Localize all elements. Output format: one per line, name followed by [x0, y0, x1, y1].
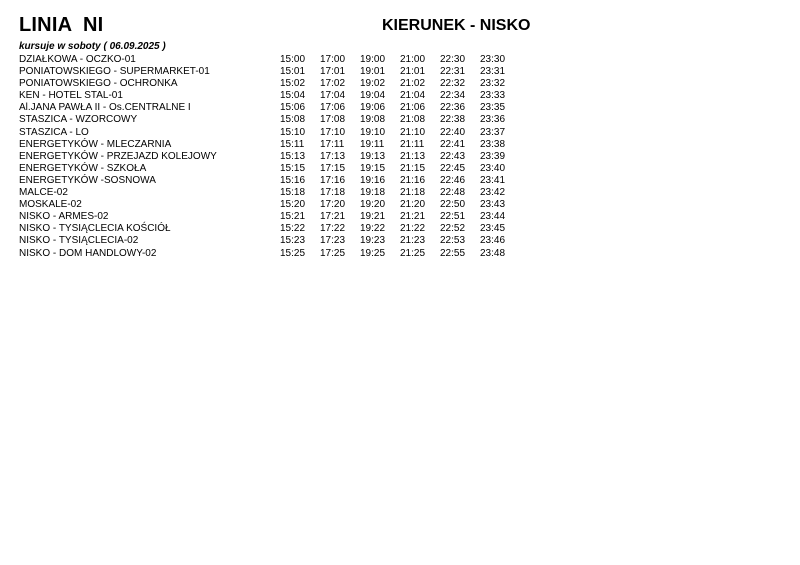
stop-name: MOSKALE-02: [19, 199, 82, 211]
line-title: LINIA NI: [19, 14, 104, 36]
departure-time: 23:32: [480, 78, 506, 90]
departure-time: 21:16: [400, 174, 426, 186]
departure-time: 17:23: [320, 235, 346, 247]
departure-time: 19:02: [360, 78, 386, 90]
departure-time: 23:30: [480, 54, 506, 65]
departure-time: 23:46: [480, 235, 506, 247]
departure-time: 22:55: [440, 247, 466, 259]
departure-time: 21:18: [400, 187, 426, 199]
departure-time: 22:52: [440, 223, 466, 235]
schedule-note: kursuje w soboty ( 06.09.2025 ): [19, 41, 166, 52]
departure-time: 23:44: [480, 211, 506, 223]
departure-time: 23:48: [480, 247, 506, 259]
departure-time: 15:08: [280, 114, 306, 126]
departure-time: 15:18: [280, 187, 306, 199]
departure-time: 19:04: [360, 90, 386, 102]
departure-time: 19:18: [360, 187, 386, 199]
departure-time: 17:00: [320, 54, 346, 65]
departure-time: 19:08: [360, 114, 386, 126]
stop-name: NISKO - ARMES-02: [19, 211, 109, 223]
departure-time: 22:38: [440, 114, 466, 126]
departure-time: 17:11: [320, 138, 345, 150]
departure-time: 17:21: [320, 211, 346, 223]
departure-time: 15:06: [280, 102, 306, 114]
departure-time: 19:06: [360, 102, 386, 114]
departure-time: 21:08: [400, 114, 426, 126]
departure-time: 21:23: [400, 235, 426, 247]
stop-name: NISKO - DOM HANDLOWY-02: [19, 247, 157, 259]
departure-time: 15:13: [280, 150, 306, 162]
departure-time: 17:01: [320, 66, 346, 78]
stop-name: PONIATOWSKIEGO - OCHRONKA: [19, 78, 178, 90]
departure-time: 23:36: [480, 114, 506, 126]
departure-time: 17:25: [320, 247, 346, 259]
departure-time: 17:02: [320, 78, 346, 90]
departure-time: 21:04: [400, 90, 426, 102]
departure-time: 22:43: [440, 150, 466, 162]
departure-time: 17:10: [320, 126, 346, 138]
departure-time: 22:32: [440, 78, 466, 90]
departure-time: 21:02: [400, 78, 426, 90]
stop-name: STASZICA - WZORCOWY: [19, 114, 138, 126]
departure-time: 17:22: [320, 223, 346, 235]
departure-time: 22:53: [440, 235, 466, 247]
departure-time: 15:11: [280, 138, 305, 150]
stop-name: STASZICA - LO: [19, 126, 89, 138]
departure-time: 22:36: [440, 102, 466, 114]
departure-time: 21:01: [400, 66, 426, 78]
departure-time: 15:02: [280, 78, 306, 90]
stop-name: ENERGETYKÓW -SOSNOWA: [19, 174, 156, 186]
departure-time: 21:10: [400, 126, 426, 138]
stop-name: ENERGETYKÓW - SZKOŁA: [19, 162, 147, 174]
departure-time: 21:11: [400, 138, 425, 150]
departure-time: 23:35: [480, 102, 506, 114]
departure-time: 21:20: [400, 199, 426, 211]
departure-time: 15:10: [280, 126, 306, 138]
departure-time: 19:00: [360, 54, 386, 65]
stop-name: MALCE-02: [19, 187, 68, 199]
departure-time: 22:46: [440, 174, 466, 186]
departure-time: 19:20: [360, 199, 386, 211]
departure-time: 22:45: [440, 162, 466, 174]
departure-time: 21:21: [400, 211, 426, 223]
stop-name: PONIATOWSKIEGO - SUPERMARKET-01: [19, 66, 210, 78]
departure-time: 23:45: [480, 223, 506, 235]
departure-time: 21:13: [400, 150, 426, 162]
departure-time: 23:38: [480, 138, 506, 150]
departure-time: 22:41: [440, 138, 466, 150]
departure-time: 15:23: [280, 235, 306, 247]
departure-time: 19:01: [360, 66, 386, 78]
departure-time: 23:31: [480, 66, 506, 78]
departure-time: 23:39: [480, 150, 506, 162]
departure-time: 22:51: [440, 211, 466, 223]
departure-time: 21:25: [400, 247, 426, 259]
departure-time: 17:13: [320, 150, 346, 162]
departure-time: 23:42: [480, 187, 506, 199]
departure-time: 15:21: [280, 211, 306, 223]
departure-time: 19:15: [360, 162, 386, 174]
departure-time: 21:15: [400, 162, 426, 174]
departure-time: 23:37: [480, 126, 506, 138]
departure-time: 23:41: [480, 174, 506, 186]
departure-time: 22:50: [440, 199, 466, 211]
departure-time: 19:10: [360, 126, 386, 138]
departure-time: 15:15: [280, 162, 306, 174]
departure-time: 21:00: [400, 54, 426, 65]
stop-name: ENERGETYKÓW - MLECZARNIA: [19, 138, 172, 150]
departure-time: 15:00: [280, 54, 306, 65]
departure-time: 19:22: [360, 223, 386, 235]
departure-time: 19:11: [360, 138, 385, 150]
departure-time: 22:34: [440, 90, 466, 102]
departure-time: 19:25: [360, 247, 386, 259]
stop-name: KEN - HOTEL STAL-01: [19, 90, 123, 102]
departure-time: 17:15: [320, 162, 346, 174]
departure-time: 21:06: [400, 102, 426, 114]
departure-time: 17:04: [320, 90, 346, 102]
stop-name: ENERGETYKÓW - PRZEJAZD KOLEJOWY: [19, 150, 217, 162]
departure-time: 15:20: [280, 199, 306, 211]
departure-time: 23:40: [480, 162, 506, 174]
departure-time: 21:22: [400, 223, 426, 235]
departure-time: 17:06: [320, 102, 346, 114]
departure-time: 17:20: [320, 199, 346, 211]
departure-time: 19:16: [360, 174, 386, 186]
departure-time: 17:08: [320, 114, 346, 126]
departure-time: 19:23: [360, 235, 386, 247]
departure-time: 15:16: [280, 174, 306, 186]
departure-time: 15:01: [280, 66, 306, 78]
stop-name: Al.JANA PAWŁA II - Os.CENTRALNE I: [19, 102, 191, 114]
stop-name: NISKO - TYSIĄCLECIA-02: [19, 235, 139, 247]
departure-time: 23:43: [480, 199, 506, 211]
departure-time: 19:21: [360, 211, 386, 223]
departure-time: 15:04: [280, 90, 306, 102]
departure-time: 19:13: [360, 150, 386, 162]
departure-time: 22:48: [440, 187, 466, 199]
departure-time: 17:16: [320, 174, 346, 186]
departure-time: 23:33: [480, 90, 506, 102]
departure-time: 22:31: [440, 66, 466, 78]
departure-time: 15:22: [280, 223, 306, 235]
direction-title: KIERUNEK - NISKO: [382, 17, 531, 34]
departure-time: 17:18: [320, 187, 346, 199]
stop-name: DZIAŁKOWA - OCZKO-01: [19, 54, 136, 65]
stop-name: NISKO - TYSIĄCLECIA KOŚCIÓŁ: [19, 223, 171, 235]
departure-time: 22:30: [440, 54, 466, 65]
departure-time: 15:25: [280, 247, 306, 259]
departure-time: 22:40: [440, 126, 466, 138]
